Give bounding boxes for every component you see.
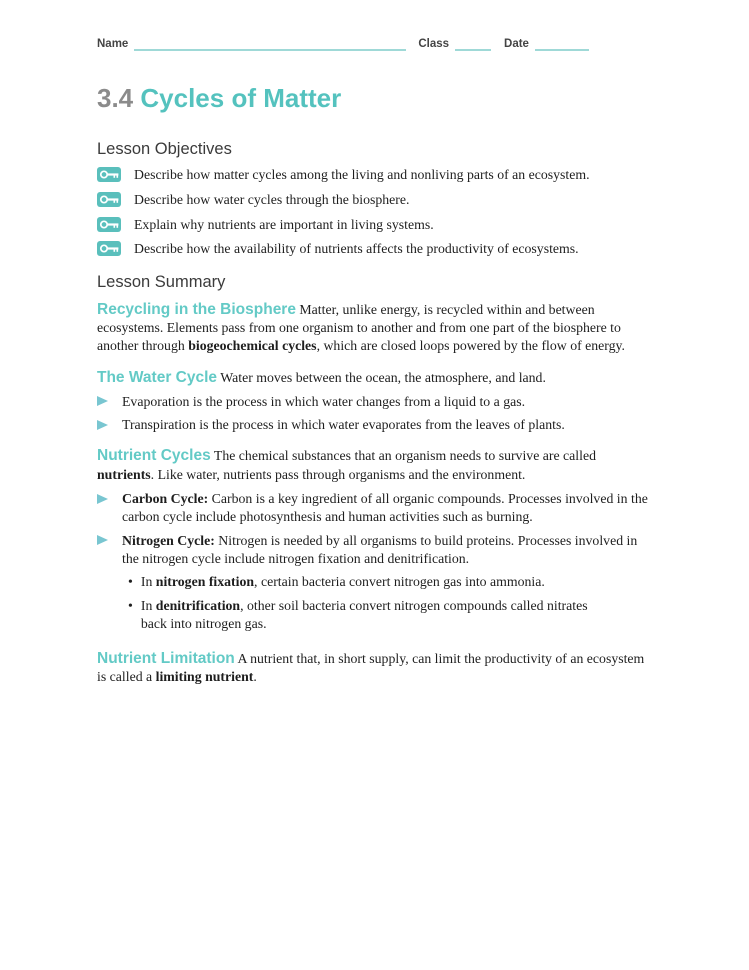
sub-bullet-item: [128, 573, 655, 591]
bullet-item: [97, 490, 655, 527]
objectives-list: [97, 166, 655, 259]
section-number: 3.4: [97, 83, 134, 113]
nutrient-limitation-section-head: Nutrient Limitation: [97, 650, 235, 668]
bullet-item: [97, 416, 655, 434]
name-label: Name: [97, 38, 129, 50]
key-icon: [97, 192, 121, 207]
nutrient-cycles-bullets: [97, 490, 655, 568]
key-icon: [97, 217, 121, 232]
vocab-term: denitrification: [155, 597, 241, 613]
objective-text: Describe how water cycles through the biosphere.: [134, 191, 410, 207]
vocab-term: Nitrogen Cycle:: [122, 532, 215, 548]
nutrient-limitation-paragraph: [97, 650, 655, 687]
nutrient-cycles-section-head: Nutrient Cycles: [97, 447, 211, 465]
key-icon: [97, 241, 121, 256]
triangle-bullet-icon: [97, 396, 108, 406]
vocab-term: nutrients: [97, 466, 151, 482]
vocab-term: nitrogen fixation: [155, 574, 255, 590]
recycling-text: Matter, unlike energy, is recycled within and between ecosystems. Elements pass from one organism to another and from one part of the biosphere to another through: [97, 301, 621, 354]
bullet-item: [97, 532, 655, 569]
bullet-text: Carbon Cycle: Carbon is a key ingredient of all organic compounds. Processes involved in the carbon cycle include photosynthesis and human activities such as burning.: [122, 491, 648, 525]
nutrient-limitation-text: .: [253, 669, 257, 685]
dot-bullet-icon: [128, 573, 133, 591]
objective-text: Describe how the availability of nutrients affects the productivity of ecosystems.: [134, 241, 579, 257]
water-cycle-paragraph: [97, 369, 655, 387]
nutrient-cycles-text: The chemical substances that an organism needs to survive are called: [210, 448, 596, 464]
water-cycle-bullets: [97, 393, 655, 435]
page-title: [97, 83, 655, 113]
bullet-item: [97, 393, 655, 411]
triangle-bullet-icon: [97, 535, 108, 545]
sub-bullet-item: [128, 597, 655, 634]
objective-text: Describe how matter cycles among the living and nonliving parts of an ecosystem.: [134, 167, 590, 182]
header-fill-in-row: [97, 36, 605, 51]
dot-bullet-icon: [128, 597, 133, 634]
sub-bullet-text: In nitrogen fixation, certain bacteria convert nitrogen gas into ammonia.: [140, 574, 545, 590]
title-text: Cycles of Matter: [140, 83, 342, 113]
date-label: Date: [504, 38, 529, 50]
lesson-summary-heading: Lesson Summary: [97, 272, 226, 291]
page-content: [97, 0, 655, 687]
lesson-objectives-heading: Lesson Objectives: [97, 140, 232, 158]
name-blank-line: [134, 36, 406, 51]
class-blank-line: [455, 36, 491, 51]
sub-bullet-text: In denitrification, other soil bacteria convert nitrogen compounds called nitrates back into nitrogen gas.: [140, 597, 588, 631]
recycling-section-head: Recycling in the Biosphere: [97, 300, 296, 318]
nutrient-limitation-text: A nutrient that, in short supply, can limit the productivity of an ecosystem is called a: [97, 651, 645, 685]
objective-item: [97, 166, 655, 184]
nutrient-cycles-paragraph: [97, 447, 655, 484]
nitrogen-sub-bullets: [97, 573, 655, 633]
key-icon: [97, 167, 121, 182]
recycling-text: , which are closed loops powered by the flow of energy.: [316, 338, 625, 354]
objective-item: [97, 240, 655, 258]
bullet-text: Transpiration is the process in which water evaporates from the leaves of plants.: [122, 417, 565, 433]
nutrient-cycles-text: . Like water, nutrients pass through organisms and the environment.: [150, 466, 526, 482]
recycling-paragraph: [97, 301, 655, 356]
bullet-text: Nitrogen Cycle: Nitrogen is needed by all organisms to build proteins. Processes involved in the nitrogen cycle include nitrogen fixation and denitrification.: [122, 532, 638, 566]
class-label: Class: [418, 38, 450, 50]
triangle-bullet-icon: [97, 494, 108, 504]
triangle-bullet-icon: [97, 420, 108, 430]
vocab-term: Carbon Cycle:: [122, 491, 209, 507]
vocab-term: limiting nutrient: [155, 669, 254, 685]
vocab-term: biogeochemical cycles: [188, 338, 317, 354]
bullet-text: Evaporation is the process in which water changes from a liquid to a gas.: [122, 393, 526, 409]
objective-item: [97, 216, 655, 234]
water-cycle-text: Water moves between the ocean, the atmosphere, and land.: [217, 369, 546, 385]
objective-item: [97, 191, 655, 209]
water-cycle-section-head: The Water Cycle: [97, 368, 218, 386]
date-blank-line: [535, 36, 589, 51]
objective-text: Explain why nutrients are important in living systems.: [134, 216, 434, 232]
